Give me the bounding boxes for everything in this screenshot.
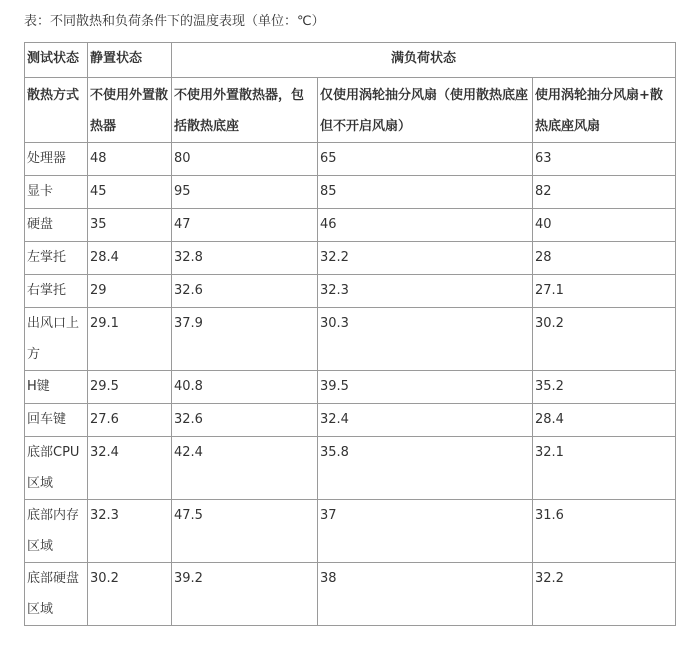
table-row (25, 143, 676, 176)
cell-static: 48 (88, 143, 172, 176)
header-cooling-method: 散热方式 (25, 78, 88, 143)
cell-turbo-only: 35.8 (318, 437, 533, 500)
cell-static: 29 (88, 275, 172, 308)
row-label: 出风口上方 (25, 308, 88, 371)
header-col-no-external: 不使用外置散热器，包括散热底座 (172, 78, 318, 143)
row-label: 硬盘 (25, 209, 88, 242)
cell-no-external: 39.2 (172, 563, 318, 626)
row-label: 显卡 (25, 176, 88, 209)
header-row-methods (25, 78, 676, 143)
row-label: 右掌托 (25, 275, 88, 308)
header-col-turbo-pad: 使用涡轮抽分风扇+散热底座风扇 (533, 78, 676, 143)
cell-static: 32.4 (88, 437, 172, 500)
table-row (25, 242, 676, 275)
cell-turbo-pad: 32.2 (533, 563, 676, 626)
cell-no-external: 32.6 (172, 404, 318, 437)
cell-turbo-only: 38 (318, 563, 533, 626)
row-label: 底部硬盘区域 (25, 563, 88, 626)
header-row-states (25, 43, 676, 78)
cell-turbo-pad: 82 (533, 176, 676, 209)
header-col-static: 不使用外置散热器 (88, 78, 172, 143)
cell-static: 29.1 (88, 308, 172, 371)
cell-static: 29.5 (88, 371, 172, 404)
cell-static: 28.4 (88, 242, 172, 275)
cell-static: 35 (88, 209, 172, 242)
header-static-state: 静置状态 (88, 43, 172, 78)
cell-no-external: 95 (172, 176, 318, 209)
cell-turbo-only: 39.5 (318, 371, 533, 404)
table-caption: 表：不同散热和负荷条件下的温度表现（单位：℃） (24, 14, 325, 29)
cell-turbo-only: 32.4 (318, 404, 533, 437)
table-row (25, 371, 676, 404)
header-test-state: 测试状态 (25, 43, 88, 78)
table-row (25, 500, 676, 563)
cell-turbo-only: 46 (318, 209, 533, 242)
cell-turbo-pad: 30.2 (533, 308, 676, 371)
cell-no-external: 37.9 (172, 308, 318, 371)
cell-no-external: 47 (172, 209, 318, 242)
cell-no-external: 32.8 (172, 242, 318, 275)
row-label: 底部CPU区域 (25, 437, 88, 500)
cell-no-external: 42.4 (172, 437, 318, 500)
cell-static: 32.3 (88, 500, 172, 563)
cell-turbo-pad: 40 (533, 209, 676, 242)
cell-no-external: 80 (172, 143, 318, 176)
header-full-load-state: 满负荷状态 (172, 43, 676, 78)
cell-turbo-pad: 28.4 (533, 404, 676, 437)
table-row (25, 209, 676, 242)
cell-static: 45 (88, 176, 172, 209)
cell-turbo-pad: 27.1 (533, 275, 676, 308)
cell-no-external: 47.5 (172, 500, 318, 563)
cell-turbo-only: 30.3 (318, 308, 533, 371)
row-label: 处理器 (25, 143, 88, 176)
cell-turbo-only: 65 (318, 143, 533, 176)
table-row (25, 437, 676, 500)
table-row (25, 176, 676, 209)
cell-turbo-pad: 28 (533, 242, 676, 275)
cell-turbo-only: 37 (318, 500, 533, 563)
table-row (25, 404, 676, 437)
cell-static: 30.2 (88, 563, 172, 626)
table-row (25, 275, 676, 308)
cell-turbo-pad: 63 (533, 143, 676, 176)
cell-turbo-pad: 31.6 (533, 500, 676, 563)
cell-turbo-only: 85 (318, 176, 533, 209)
row-label: H键 (25, 371, 88, 404)
row-label: 左掌托 (25, 242, 88, 275)
cell-turbo-pad: 35.2 (533, 371, 676, 404)
cell-static: 27.6 (88, 404, 172, 437)
row-label: 底部内存区域 (25, 500, 88, 563)
cell-turbo-pad: 32.1 (533, 437, 676, 500)
cell-turbo-only: 32.2 (318, 242, 533, 275)
header-col-turbo-only: 仅使用涡轮抽分风扇（使用散热底座但不开启风扇） (318, 78, 533, 143)
row-label: 回车键 (25, 404, 88, 437)
cell-no-external: 40.8 (172, 371, 318, 404)
cell-turbo-only: 32.3 (318, 275, 533, 308)
cell-no-external: 32.6 (172, 275, 318, 308)
table-row (25, 563, 676, 626)
table-row (25, 308, 676, 371)
temperature-table (24, 42, 676, 626)
